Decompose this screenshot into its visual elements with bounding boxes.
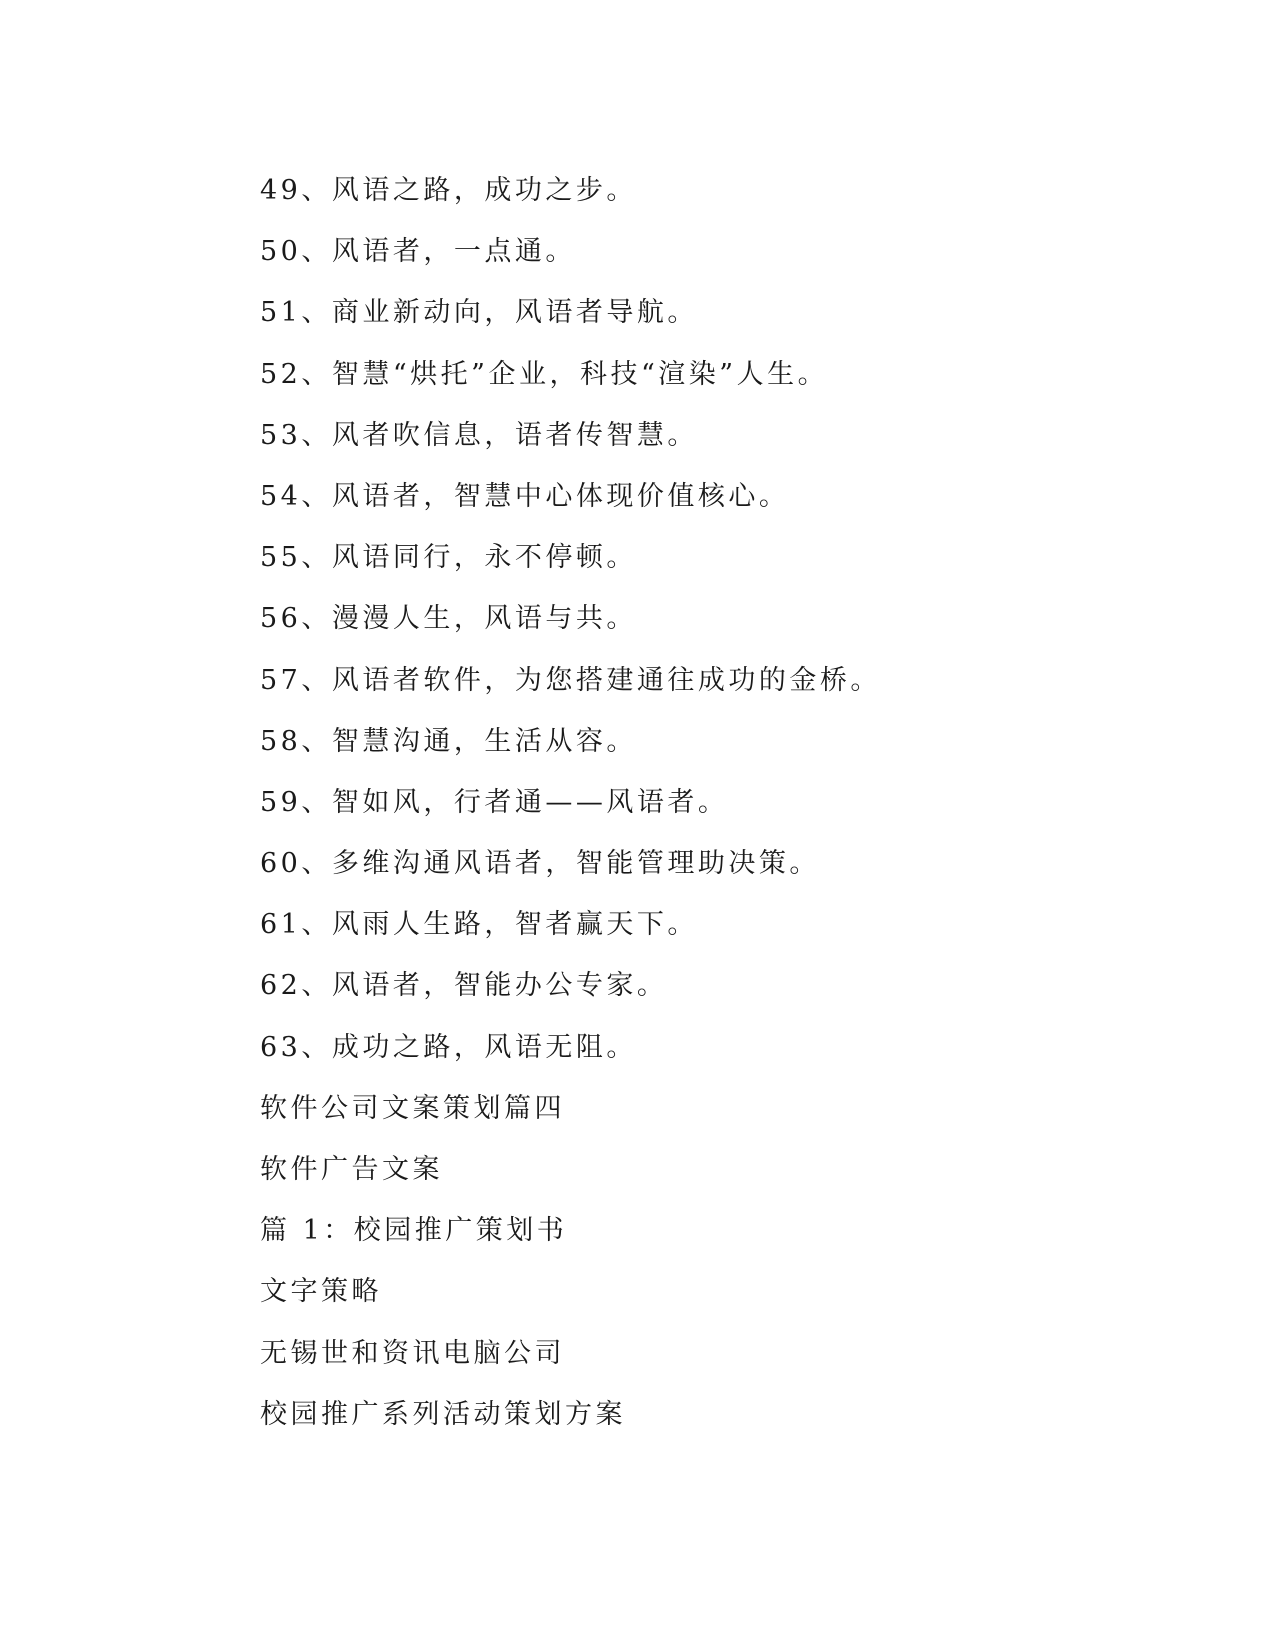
slogan-57: 57、风语者软件，为您搭建通往成功的金桥。 — [260, 664, 881, 696]
subheading-ad-copy: 软件广告文案 — [260, 1154, 443, 1185]
slogan-55: 55、风语同行，永不停顿。 — [260, 542, 637, 574]
slogan-58: 58、智慧沟通，生活从容。 — [260, 725, 637, 757]
subheading-campus-plan: 篇 1：校园推广策划书 — [260, 1215, 568, 1247]
slogan-56: 56、漫漫人生，风语与共。 — [260, 603, 637, 635]
slogan-52: 52、智慧“烘托”企业，科技“渲染”人生。 — [260, 358, 829, 390]
company-name: 无锡世和资讯电脑公司 — [260, 1337, 565, 1369]
section-heading: 软件公司文案策划篇四 — [260, 1092, 565, 1124]
slogan-51: 51、商业新动向，风语者导航。 — [260, 297, 698, 329]
slogan-49: 49、风语之路，成功之步。 — [260, 175, 637, 206]
slogan-60: 60、多维沟通风语者，智能管理助决策。 — [260, 848, 820, 880]
document-body — [260, 160, 1160, 1445]
slogan-54: 54、风语者，智慧中心体现价值核心。 — [260, 480, 790, 512]
slogan-50: 50、风语者，一点通。 — [260, 236, 576, 268]
plan-title: 校园推广系列活动策划方案 — [260, 1398, 626, 1430]
slogan-53: 53、风者吹信息，语者传智慧。 — [260, 419, 698, 451]
slogan-59: 59、智如风，行者通——风语者。 — [260, 786, 729, 818]
slogan-63: 63、成功之路，风语无阻。 — [260, 1031, 637, 1063]
slogan-61: 61、风雨人生路，智者赢天下。 — [260, 909, 698, 941]
subheading-text-strategy: 文字策略 — [260, 1276, 382, 1308]
slogan-62: 62、风语者，智能办公专家。 — [260, 970, 668, 1002]
